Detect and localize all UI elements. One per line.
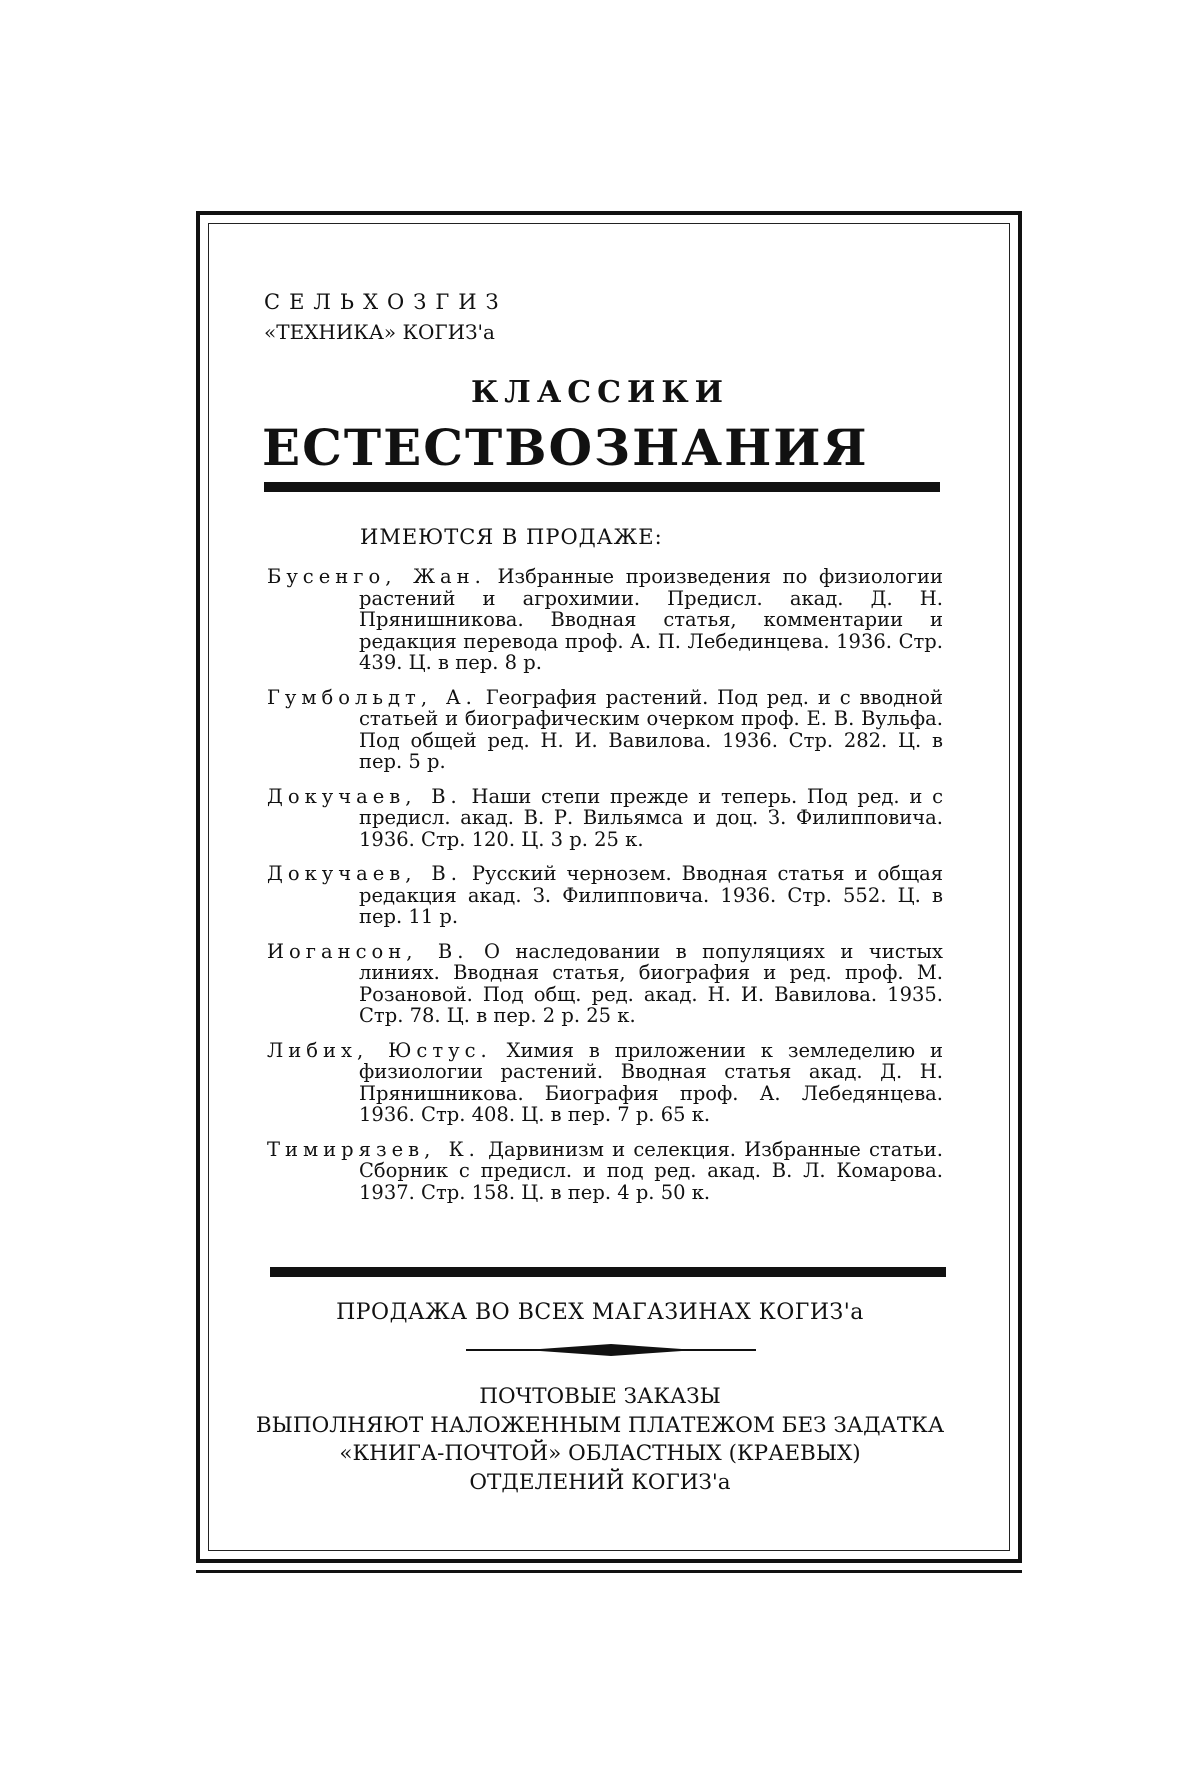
footer-rule	[270, 1267, 946, 1277]
entry-description: Наши степи прежде и теперь. Под ред. и с предисл. акад. В. Р. Вильямса и доц. З. Филипповича. 1936. Стр. 120. Ц. 3 р. 25 к.	[359, 785, 943, 851]
entry-author: Иогансон, В.	[267, 940, 468, 963]
publisher-name: СЕЛЬХОЗГИЗ	[264, 288, 508, 316]
series-title-line1: КЛАССИКИ	[0, 375, 1200, 410]
sale-notice: ПРОДАЖА ВО ВСЕХ МАГАЗИНАХ КОГИЗ'а	[0, 1300, 1200, 1325]
entry-description: Избранные произведения по физиологии растений и агрохимии. Предисл. акад. Д. Н. Прянишникова. Вводная статья, комментарии и редакция перевода проф. А. П. Лебединцева. 1936. Стр. 439. Ц. в пер. 8 р.	[359, 565, 943, 674]
section-heading: ИМЕЮТСЯ В ПРОДАЖЕ:	[360, 525, 663, 549]
entry-description: Химия в приложении к земледелию и физиологии растений. Вводная статья акад. Д. Н. Прянишникова. Биография проф. А. Лебедянцева. 1936. Стр. 408. Ц. в пер. 7 р. 65 к.	[359, 1039, 943, 1127]
frame-bottom-rule	[196, 1570, 1022, 1573]
entry-description: О наследовании в популяциях и чистых линиях. Вводная статья, биография и ред. проф. М. Розановой. Под общ. ред. акад. Н. И. Вавилова. 1935. Стр. 78. Ц. в пер. 2 р. 25 к.	[359, 940, 943, 1028]
entry-author: Докучаев, В.	[267, 862, 462, 885]
catalog-list	[267, 566, 943, 1216]
postal-line: ВЫПОЛНЯЮТ НАЛОЖЕННЫМ ПЛАТЕЖОМ БЕЗ ЗАДАТКА	[0, 1412, 1200, 1441]
postal-line: ПОЧТОВЫЕ ЗАКАЗЫ	[0, 1383, 1200, 1412]
postal-line: «КНИГА-ПОЧТОЙ» ОБЛАСТНЫХ (КРАЕВЫХ)	[0, 1440, 1200, 1469]
entry-description: География растений. Под ред. и с вводной статьей и биографическим очерком проф. Е. В. Вульфа. Под общей ред. Н. И. Вавилова. 1936. Стр. 282. Ц. в пер. 5 р.	[359, 686, 943, 774]
entry-description: Русский чернозем. Вводная статья и общая редакция акад. З. Филипповича. 1936. Стр. 552. Ц. в пер. 11 р.	[359, 862, 943, 928]
entry-author: Бусенго, Жан.	[267, 565, 486, 588]
entry-author: Тимирязев, К.	[267, 1138, 480, 1161]
catalog-entry	[267, 941, 943, 1027]
publisher-imprint: «ТЕХНИКА» КОГИЗ'а	[264, 318, 495, 346]
catalog-entry	[267, 566, 943, 674]
catalog-entry	[267, 1139, 943, 1204]
postal-orders-notice	[0, 1383, 1200, 1497]
catalog-entry	[267, 1040, 943, 1126]
catalog-entry	[267, 863, 943, 928]
entry-description: Дарвинизм и селекция. Избранные статьи. Сборник с предисл. и под ред. акад. В. Л. Комарова. 1937. Стр. 158. Ц. в пер. 4 р. 50 к.	[359, 1138, 943, 1204]
entry-author: Либих, Юстус.	[267, 1039, 492, 1062]
series-title-line2: ЕСТЕСТВОЗНАНИЯ	[262, 418, 938, 478]
postal-line: ОТДЕЛЕНИЙ КОГИЗ'а	[0, 1469, 1200, 1498]
catalog-entry	[267, 786, 943, 851]
header-rule	[264, 482, 940, 492]
entry-author: Гумбольдт, А.	[267, 686, 477, 709]
catalog-entry	[267, 687, 943, 773]
entry-author: Докучаев, В.	[267, 785, 462, 808]
ornament-divider-icon	[466, 1342, 756, 1358]
